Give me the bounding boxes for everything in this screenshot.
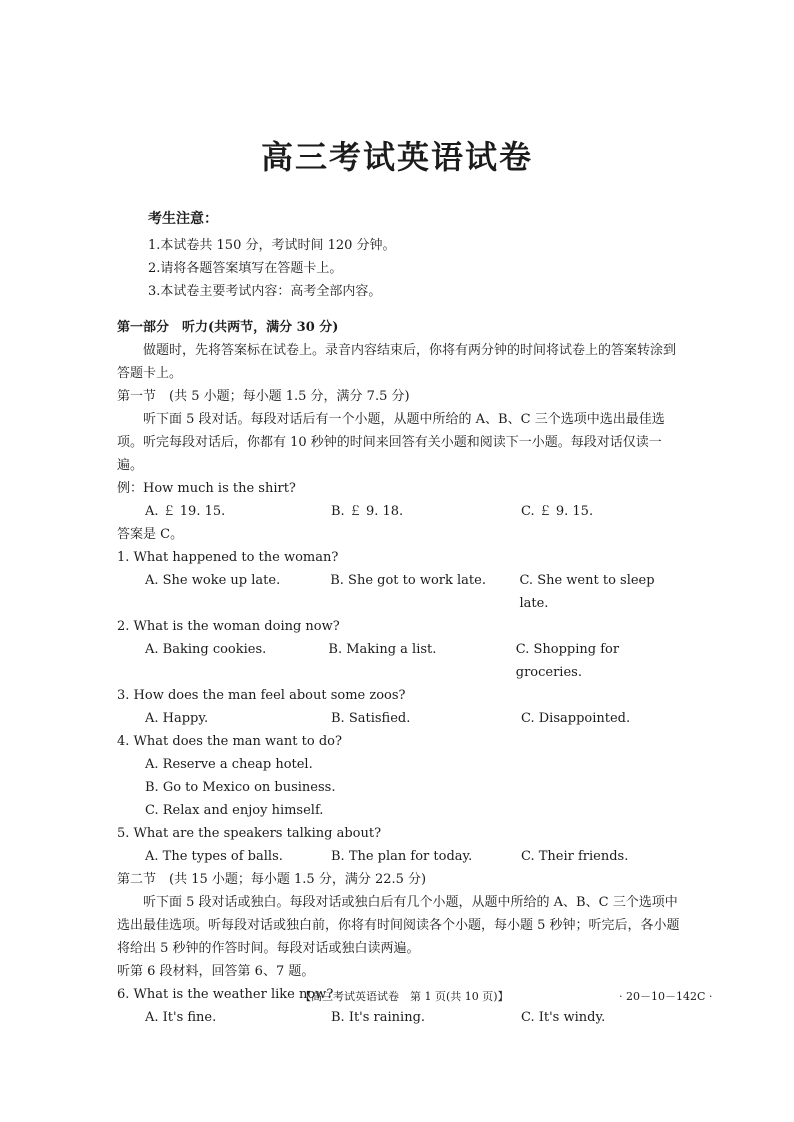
question-2: 2. What is the woman doing now? bbox=[117, 619, 340, 634]
exam-body bbox=[117, 316, 687, 1029]
page-title: 高三考试英语试卷 bbox=[260, 138, 533, 176]
notice-block bbox=[148, 208, 396, 303]
question-4: 4. What does the man want to do? bbox=[117, 734, 342, 749]
section1-instruction: 听下面 5 段对话。每段对话后有一个小题，从题中所给的 A、B、C 三个选项中选出最佳选项。听完每段对话后，你都有 10 秒钟的时间来回答有关小题和阅读下一小题。每段对话仅读一遍。 bbox=[117, 412, 665, 473]
option-b: B. Satisfied. bbox=[331, 711, 411, 726]
option-c: C. Relax and enjoy himself. bbox=[145, 803, 324, 818]
question-3-options bbox=[117, 707, 687, 730]
option-c: C. Shopping for groceries. bbox=[515, 642, 620, 680]
section1-heading: 第一节 (共 5 小题；每小题 1.5 分，满分 7.5 分) bbox=[117, 389, 410, 404]
option-c: C. It's windy. bbox=[521, 1010, 606, 1025]
question-1-options bbox=[117, 569, 687, 615]
option-b: B. The plan for today. bbox=[331, 849, 473, 864]
question-2-options bbox=[117, 638, 687, 684]
example-answer: 答案是 C。 bbox=[117, 527, 184, 542]
option-a: A. The types of balls. bbox=[145, 849, 283, 864]
option-b: B. She got to work late. bbox=[330, 573, 486, 588]
option-b: B. Making a list. bbox=[328, 642, 437, 657]
part1-heading: 第一部分 听力(共两节，满分 30 分) bbox=[117, 320, 339, 335]
option-a: A. ￡ 19. 15. bbox=[145, 504, 226, 519]
question-6: 6. What is the weather like now? bbox=[117, 987, 334, 1002]
option-c: C. She went to sleep late. bbox=[519, 573, 655, 611]
question-5: 5. What are the speakers talking about? bbox=[117, 826, 382, 841]
question-1: 1. What happened to the woman? bbox=[117, 550, 339, 565]
option-a: A. She woke up late. bbox=[145, 573, 281, 588]
option-b: B. It's raining. bbox=[331, 1010, 426, 1025]
option-c: C. ￡ 9. 15. bbox=[521, 504, 594, 519]
option-c: C. Their friends. bbox=[521, 849, 629, 864]
option-a: A. Baking cookies. bbox=[145, 642, 267, 657]
section2-material: 听第 6 段材料，回答第 6、7 题。 bbox=[117, 964, 315, 979]
example-question: 例：How much is the shirt? bbox=[117, 481, 296, 496]
notice-item: 1.本试卷共 150 分，考试时间 120 分钟。 bbox=[148, 238, 396, 253]
option-b: B. ￡ 9. 18. bbox=[331, 504, 404, 519]
footer-page-info: 【高三考试英语试卷 第 1 页(共 10 页)】 bbox=[300, 990, 509, 1003]
option-b: B. Go to Mexico on business. bbox=[145, 780, 336, 795]
section2-heading: 第二节 (共 15 小题；每小题 1.5 分，满分 22.5 分) bbox=[117, 872, 427, 887]
notice-heading: 考生注意： bbox=[148, 211, 218, 227]
section2-instruction: 听下面 5 段对话或独白。每段对话或独白后有几个小题，从题中所给的 A、B、C 三个选项中选出最佳选项。听每段对话或独白前，你将有时间阅读各个小题，每小题 5 秒钟；听完后，各小题将给出 5 秒钟的作答时间。每段对话或独白读两遍。 bbox=[117, 895, 680, 956]
question-5-options bbox=[117, 845, 687, 868]
notice-item: 3.本试卷主要考试内容：高考全部内容。 bbox=[148, 284, 382, 299]
option-c: C. Disappointed. bbox=[521, 711, 631, 726]
footer-code: · 20－10－142C · bbox=[619, 990, 713, 1003]
example-options bbox=[117, 500, 687, 523]
option-a: A. Reserve a cheap hotel. bbox=[145, 757, 313, 772]
notice-item: 2.请将各题答案填写在答题卡上。 bbox=[148, 261, 343, 276]
option-a: A. It's fine. bbox=[145, 1010, 217, 1025]
question-6-options bbox=[117, 1006, 687, 1029]
part1-instruction: 做题时，先将答案标在试卷上。录音内容结束后，你将有两分钟的时间将试卷上的答案转涂到答题卡上。 bbox=[117, 343, 677, 381]
option-a: A. Happy. bbox=[145, 711, 209, 726]
question-3: 3. How does the man feel about some zoos? bbox=[117, 688, 406, 703]
